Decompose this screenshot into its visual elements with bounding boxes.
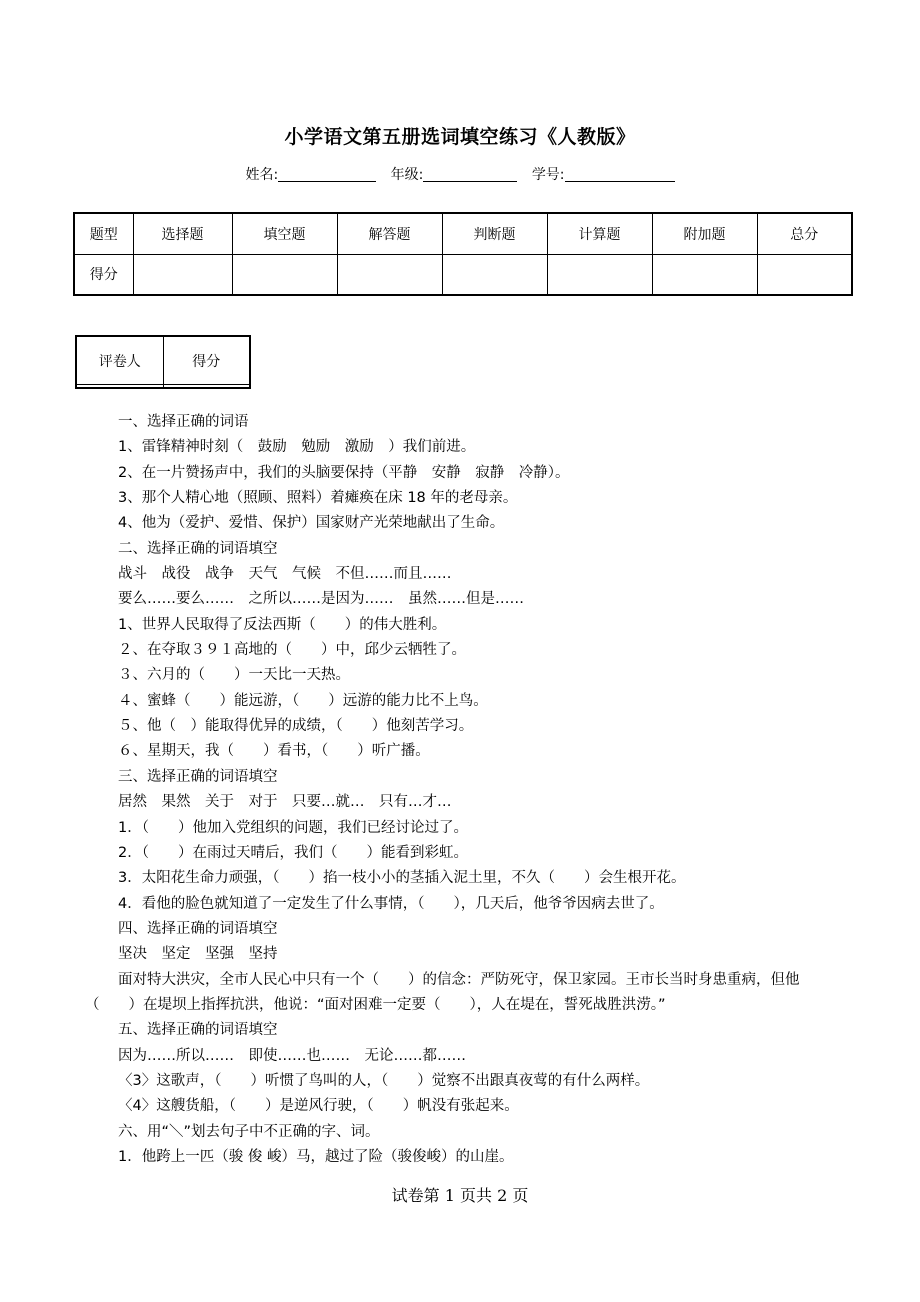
score-header-cell: 附加题 bbox=[652, 213, 757, 254]
page-title: 小学语文第五册选词填空练习《人教版》 bbox=[284, 126, 636, 148]
word-bank: 坚决 坚定 坚强 坚持 bbox=[118, 946, 278, 963]
question-line: 4．看他的脸色就知道了一定发生了什么事情，（ ），几天后，他爷爷因病去世了。 bbox=[118, 895, 664, 912]
question-line: ３、六月的（ ）一天比一天热。 bbox=[118, 667, 350, 684]
score-cell[interactable] bbox=[232, 254, 337, 295]
name-field[interactable] bbox=[278, 167, 376, 182]
score-row-label: 得分 bbox=[74, 254, 133, 295]
score-header-cell: 判断题 bbox=[442, 213, 547, 254]
score-cell[interactable] bbox=[442, 254, 547, 295]
question-line: 2、在一片赞扬声中，我们的头脑要保持（平静 安静 寂静 冷静）。 bbox=[118, 464, 570, 481]
score-cell[interactable] bbox=[133, 254, 232, 295]
word-bank: 居然 果然 关于 对于 只要…就… 只有…才… bbox=[118, 794, 452, 811]
question-line: ６、星期天，我（ ）看书，（ ）听广播。 bbox=[118, 743, 430, 760]
section-heading: 六、用“＼”划去句子中不正确的字、词。 bbox=[118, 1123, 380, 1140]
section-heading: 三、选择正确的词语填空 bbox=[118, 768, 278, 785]
student-info bbox=[0, 164, 920, 184]
word-bank: 要么……要么…… 之所以……是因为…… 虽然……但是…… bbox=[118, 591, 524, 608]
word-bank: 战斗 战役 战争 天气 气候 不但……而且…… bbox=[118, 566, 452, 583]
question-line: 3．太阳花生命力顽强，（ ）掐一枝小小的茎插入泥土里，不久（ ）会生根开花。 bbox=[118, 870, 686, 887]
score-header-cell: 解答题 bbox=[337, 213, 442, 254]
question-line: 1．（ ）他加入党组织的问题，我们已经讨论过了。 bbox=[118, 819, 468, 836]
score-header-cell: 题型 bbox=[74, 213, 133, 254]
score-header-cell: 计算题 bbox=[547, 213, 652, 254]
section-heading: 四、选择正确的词语填空 bbox=[118, 920, 278, 937]
section-heading: 二、选择正确的词语填空 bbox=[118, 540, 278, 557]
score-cell[interactable] bbox=[547, 254, 652, 295]
question-line: 3、那个人精心地（照顾、照料）着瘫痪在床 18 年的老母亲。 bbox=[118, 490, 518, 507]
question-line: 1、世界人民取得了反法西斯（ ）的伟大胜利。 bbox=[118, 616, 447, 633]
score-header-cell: 总分 bbox=[757, 213, 852, 254]
grader-table bbox=[75, 335, 251, 389]
name-label: 姓名: bbox=[245, 167, 279, 183]
page-footer: 试卷第 1 页共 2 页 bbox=[391, 1186, 529, 1205]
score-table bbox=[73, 212, 853, 296]
question-line: ５、他（ ）能取得优异的成绩，（ ）他刻苦学习。 bbox=[118, 718, 474, 735]
score-header-cell: 选择题 bbox=[133, 213, 232, 254]
question-line: ４、蜜蜂（ ）能远游，（ ）远游的能力比不上鸟。 bbox=[118, 692, 488, 709]
question-line: 1．他跨上一匹（骏 俊 峻）马，越过了险（骏俊峻）的山崖。 bbox=[118, 1148, 514, 1165]
passage-paragraph: 面对特大洪灾，全市人民心中只有一个（ ）的信念：严防死守，保卫家园。王市长当时身患重病，但他（ ）在堤坝上指挥抗洪，他说：“面对困难一定要（ ），人在堤在，誓死战胜洪涝。” bbox=[85, 971, 800, 1013]
grader-cell[interactable] bbox=[163, 385, 250, 388]
grader-cell[interactable] bbox=[76, 385, 163, 388]
score-cell[interactable] bbox=[757, 254, 852, 295]
question-line: 1、雷锋精神时刻（ 鼓励 勉励 激励 ）我们前进。 bbox=[118, 439, 476, 456]
grader-header-cell: 评卷人 bbox=[76, 336, 163, 385]
question-line: ２、在夺取３９１高地的（ ）中，邱少云牺牲了。 bbox=[118, 642, 466, 659]
question-line: 〈3〉这歌声，（ ）听惯了鸟叫的人，（ ）觉察不出跟真夜莺的有什么两样。 bbox=[118, 1072, 650, 1089]
question-line: 2．（ ）在雨过天晴后，我们（ ）能看到彩虹。 bbox=[118, 844, 468, 861]
question-line: 4、他为（爱护、爱惜、保护）国家财产光荣地献出了生命。 bbox=[118, 515, 505, 532]
grade-label: 年级: bbox=[390, 167, 424, 183]
score-cell[interactable] bbox=[337, 254, 442, 295]
grader-header-cell: 得分 bbox=[163, 336, 250, 385]
exercise-content bbox=[85, 410, 845, 1170]
word-bank: 因为……所以…… 即使……也…… 无论……都…… bbox=[118, 1047, 466, 1064]
score-cell[interactable] bbox=[652, 254, 757, 295]
section-heading: 五、选择正确的词语填空 bbox=[118, 1022, 278, 1039]
id-field[interactable] bbox=[565, 167, 675, 182]
section-heading: 一、选择正确的词语 bbox=[118, 414, 249, 430]
question-line: 〈4〉这艘货船，（ ）是逆风行驶，（ ）帆没有张起来。 bbox=[118, 1098, 519, 1115]
id-label: 学号: bbox=[531, 167, 565, 183]
score-header-cell: 填空题 bbox=[232, 213, 337, 254]
grade-field[interactable] bbox=[423, 167, 517, 182]
